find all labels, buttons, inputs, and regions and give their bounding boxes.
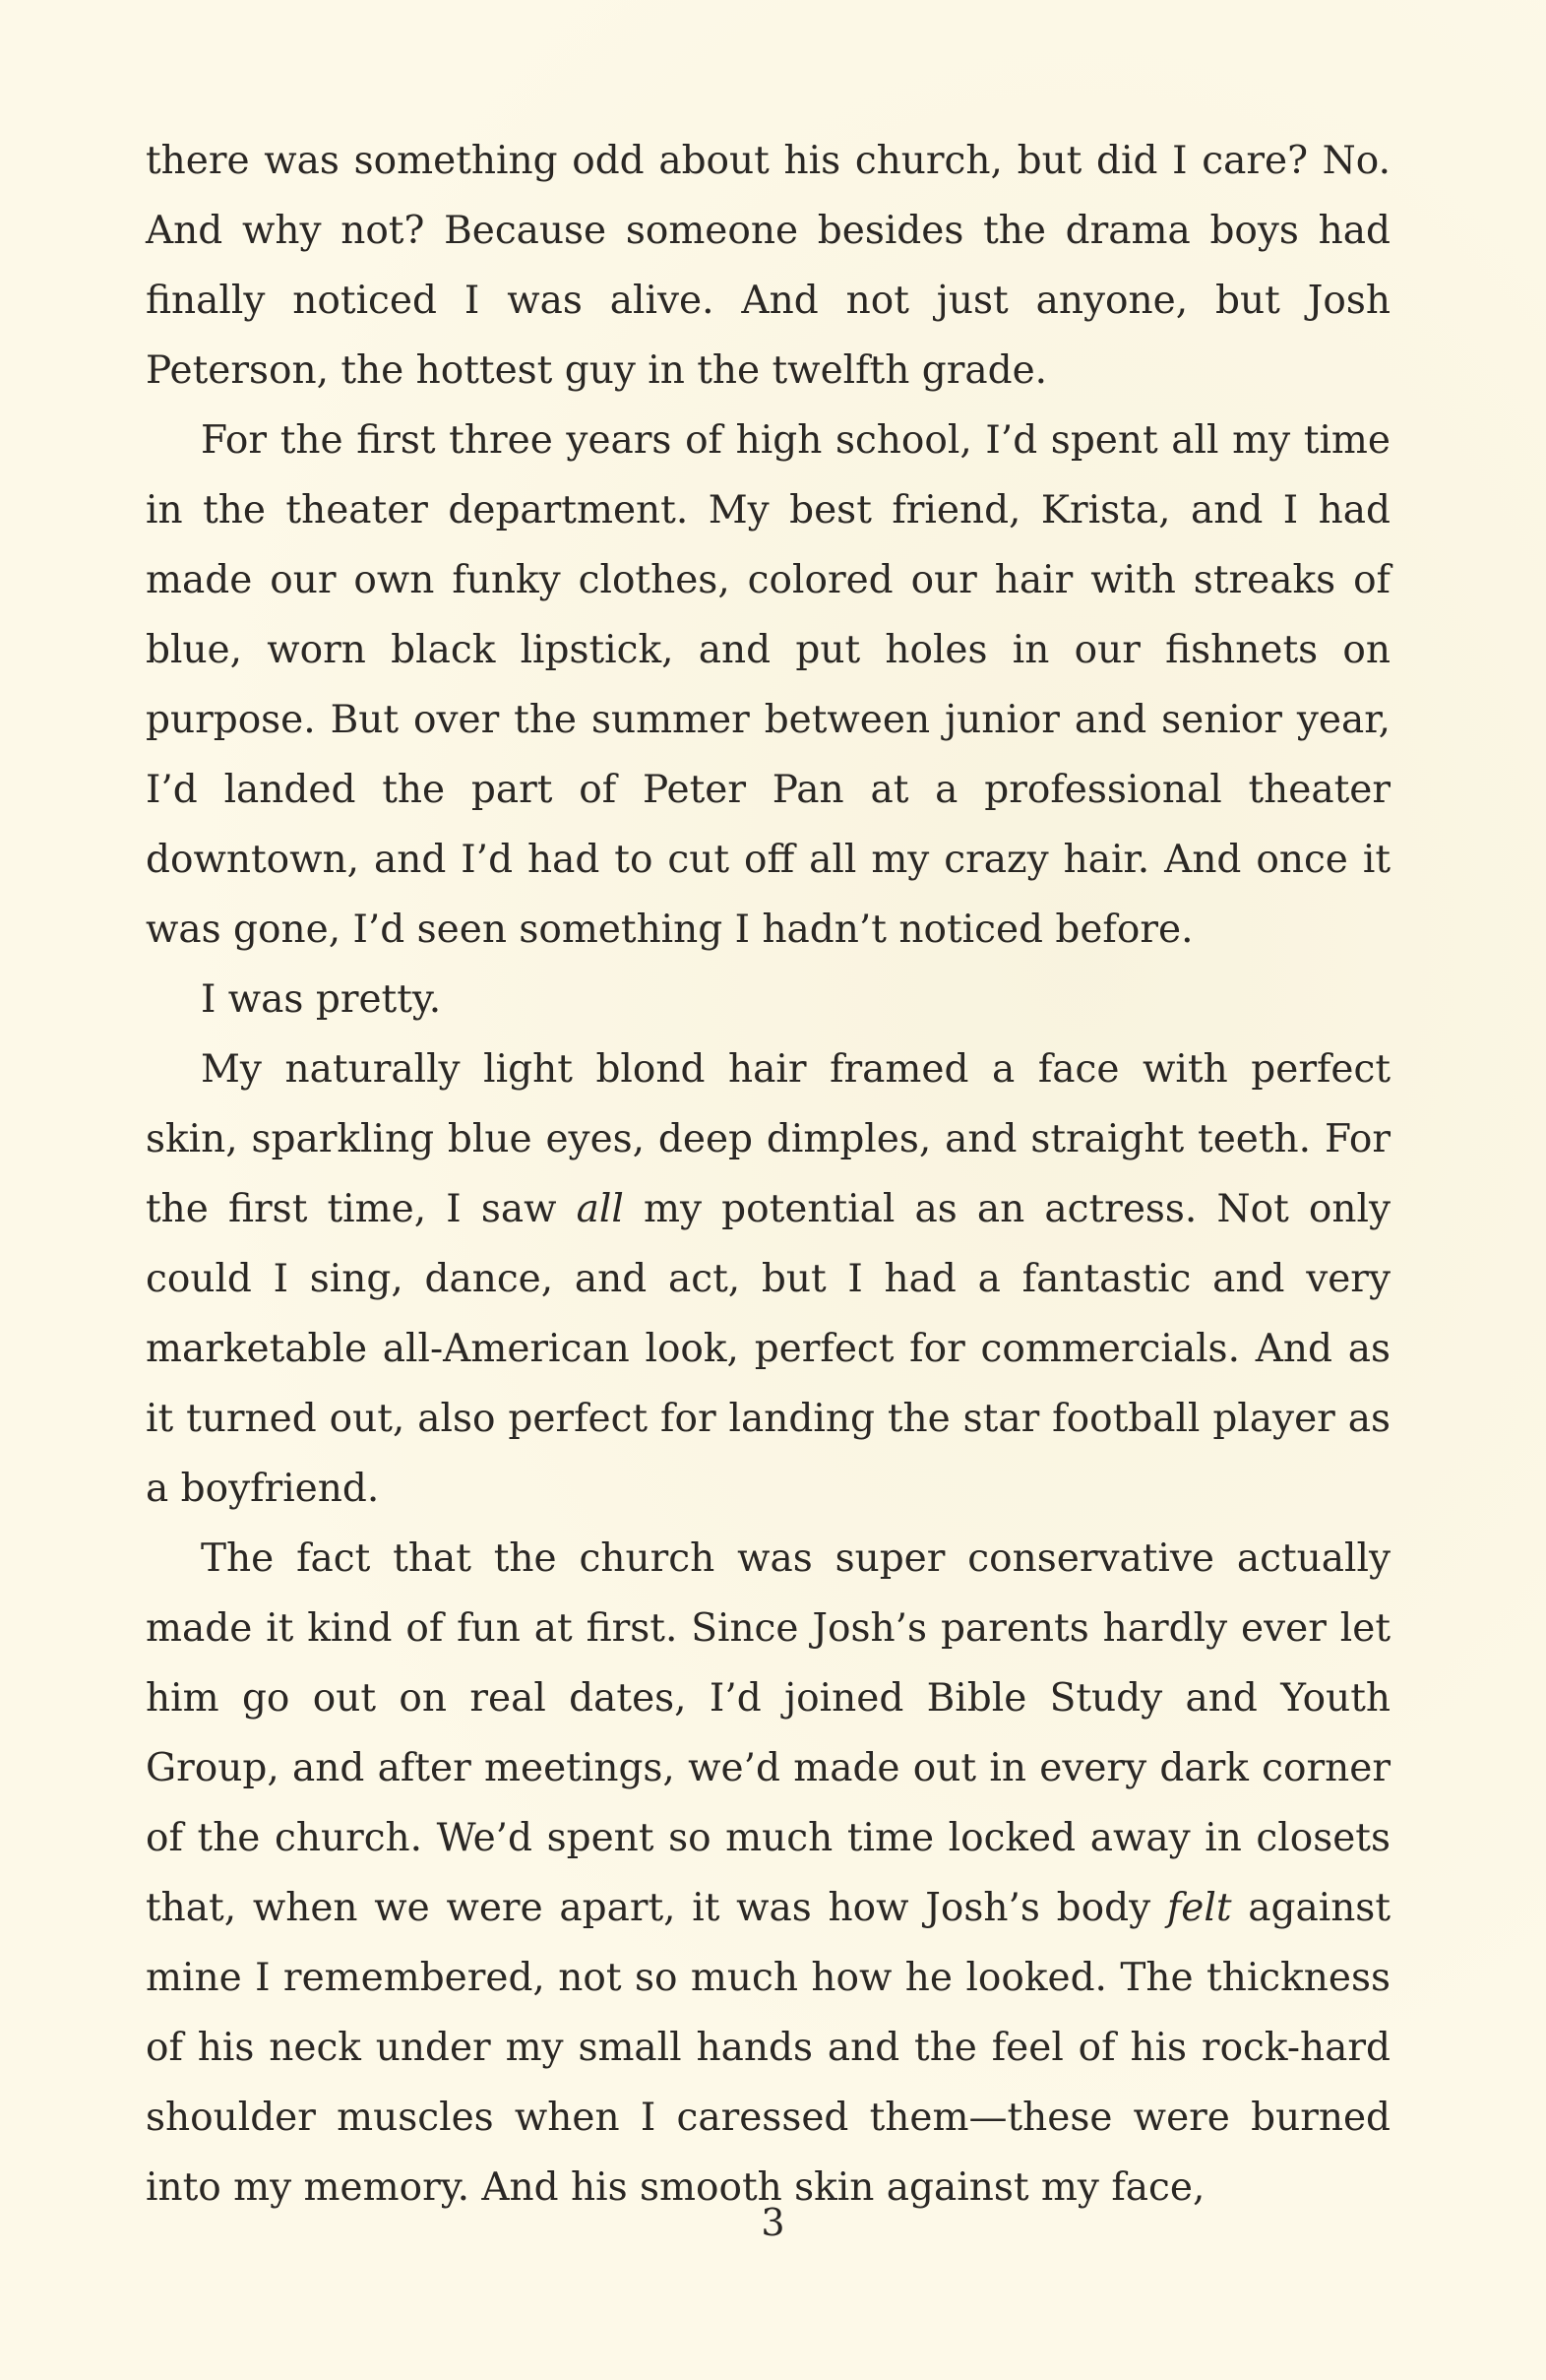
paragraph-2 [146,406,1391,965]
paragraph-4-italic-all: all [576,1187,624,1231]
body-text [146,126,1391,2223]
paragraph-5-text-a: The fact that the church was super conservative actually made it kind of fun at first. Since Josh’s parents hardly ever let him go out on real dates, I’d joined Bible Study and Youth Group, and after meetings, we’d made out in every dark corner of the church. We’d spent so much time locked away in closets that, when we were apart, it was how Josh’s body [146,1536,1391,1930]
paragraph-4 [146,1034,1391,1524]
paragraph-4-text-b: my potential as an actress. Not only could I sing, dance, and act, but I had a fantastic and very marketable all-American look, perfect for commercials. And as it turned out, also perfect for landing the star football player as a boyfriend. [146,1187,1391,1511]
paragraph-2-text: For the first three years of high school, I’d spent all my time in the theater department. My best friend, Krista, and I had made our own funky clothes, colored our hair with streaks of blue, worn black lipstick, and put holes in our fishnets on purpose. But over the summer between junior and senior year, I’d landed the part of Peter Pan at a professional theater downtown, and I’d had to cut off all my crazy hair. And once it was gone, I’d seen something I hadn’t noticed before. [146,418,1391,952]
page-number: 3 [761,2201,785,2244]
paragraph-3-text: I was pretty. [201,977,442,1022]
paragraph-5-text-b: against mine I remembered, not so much how he looked. The thickness of his neck under my small hands and the feel of his rock-hard shoulder muscles when I caressed them—these were burned into my memory. And his smooth skin against my face, [146,1886,1391,2210]
paragraph-3 [146,965,1391,1034]
paragraph-5 [146,1524,1391,2223]
paragraph-1 [146,126,1391,406]
paragraph-4-text-a: My naturally light blond hair framed a face with perfect skin, sparkling blue eyes, deep dimples, and straight teeth. For the first time, I saw [146,1047,1391,1231]
paragraph-1-text: there was something odd about his church, but did I care? No. And why not? Because someone besides the drama boys had finally noticed I was alive. And not just anyone, but Josh Peterson, the hottest guy in the twelfth grade. [146,139,1391,393]
paragraph-5-italic-felt: felt [1166,1886,1232,1930]
